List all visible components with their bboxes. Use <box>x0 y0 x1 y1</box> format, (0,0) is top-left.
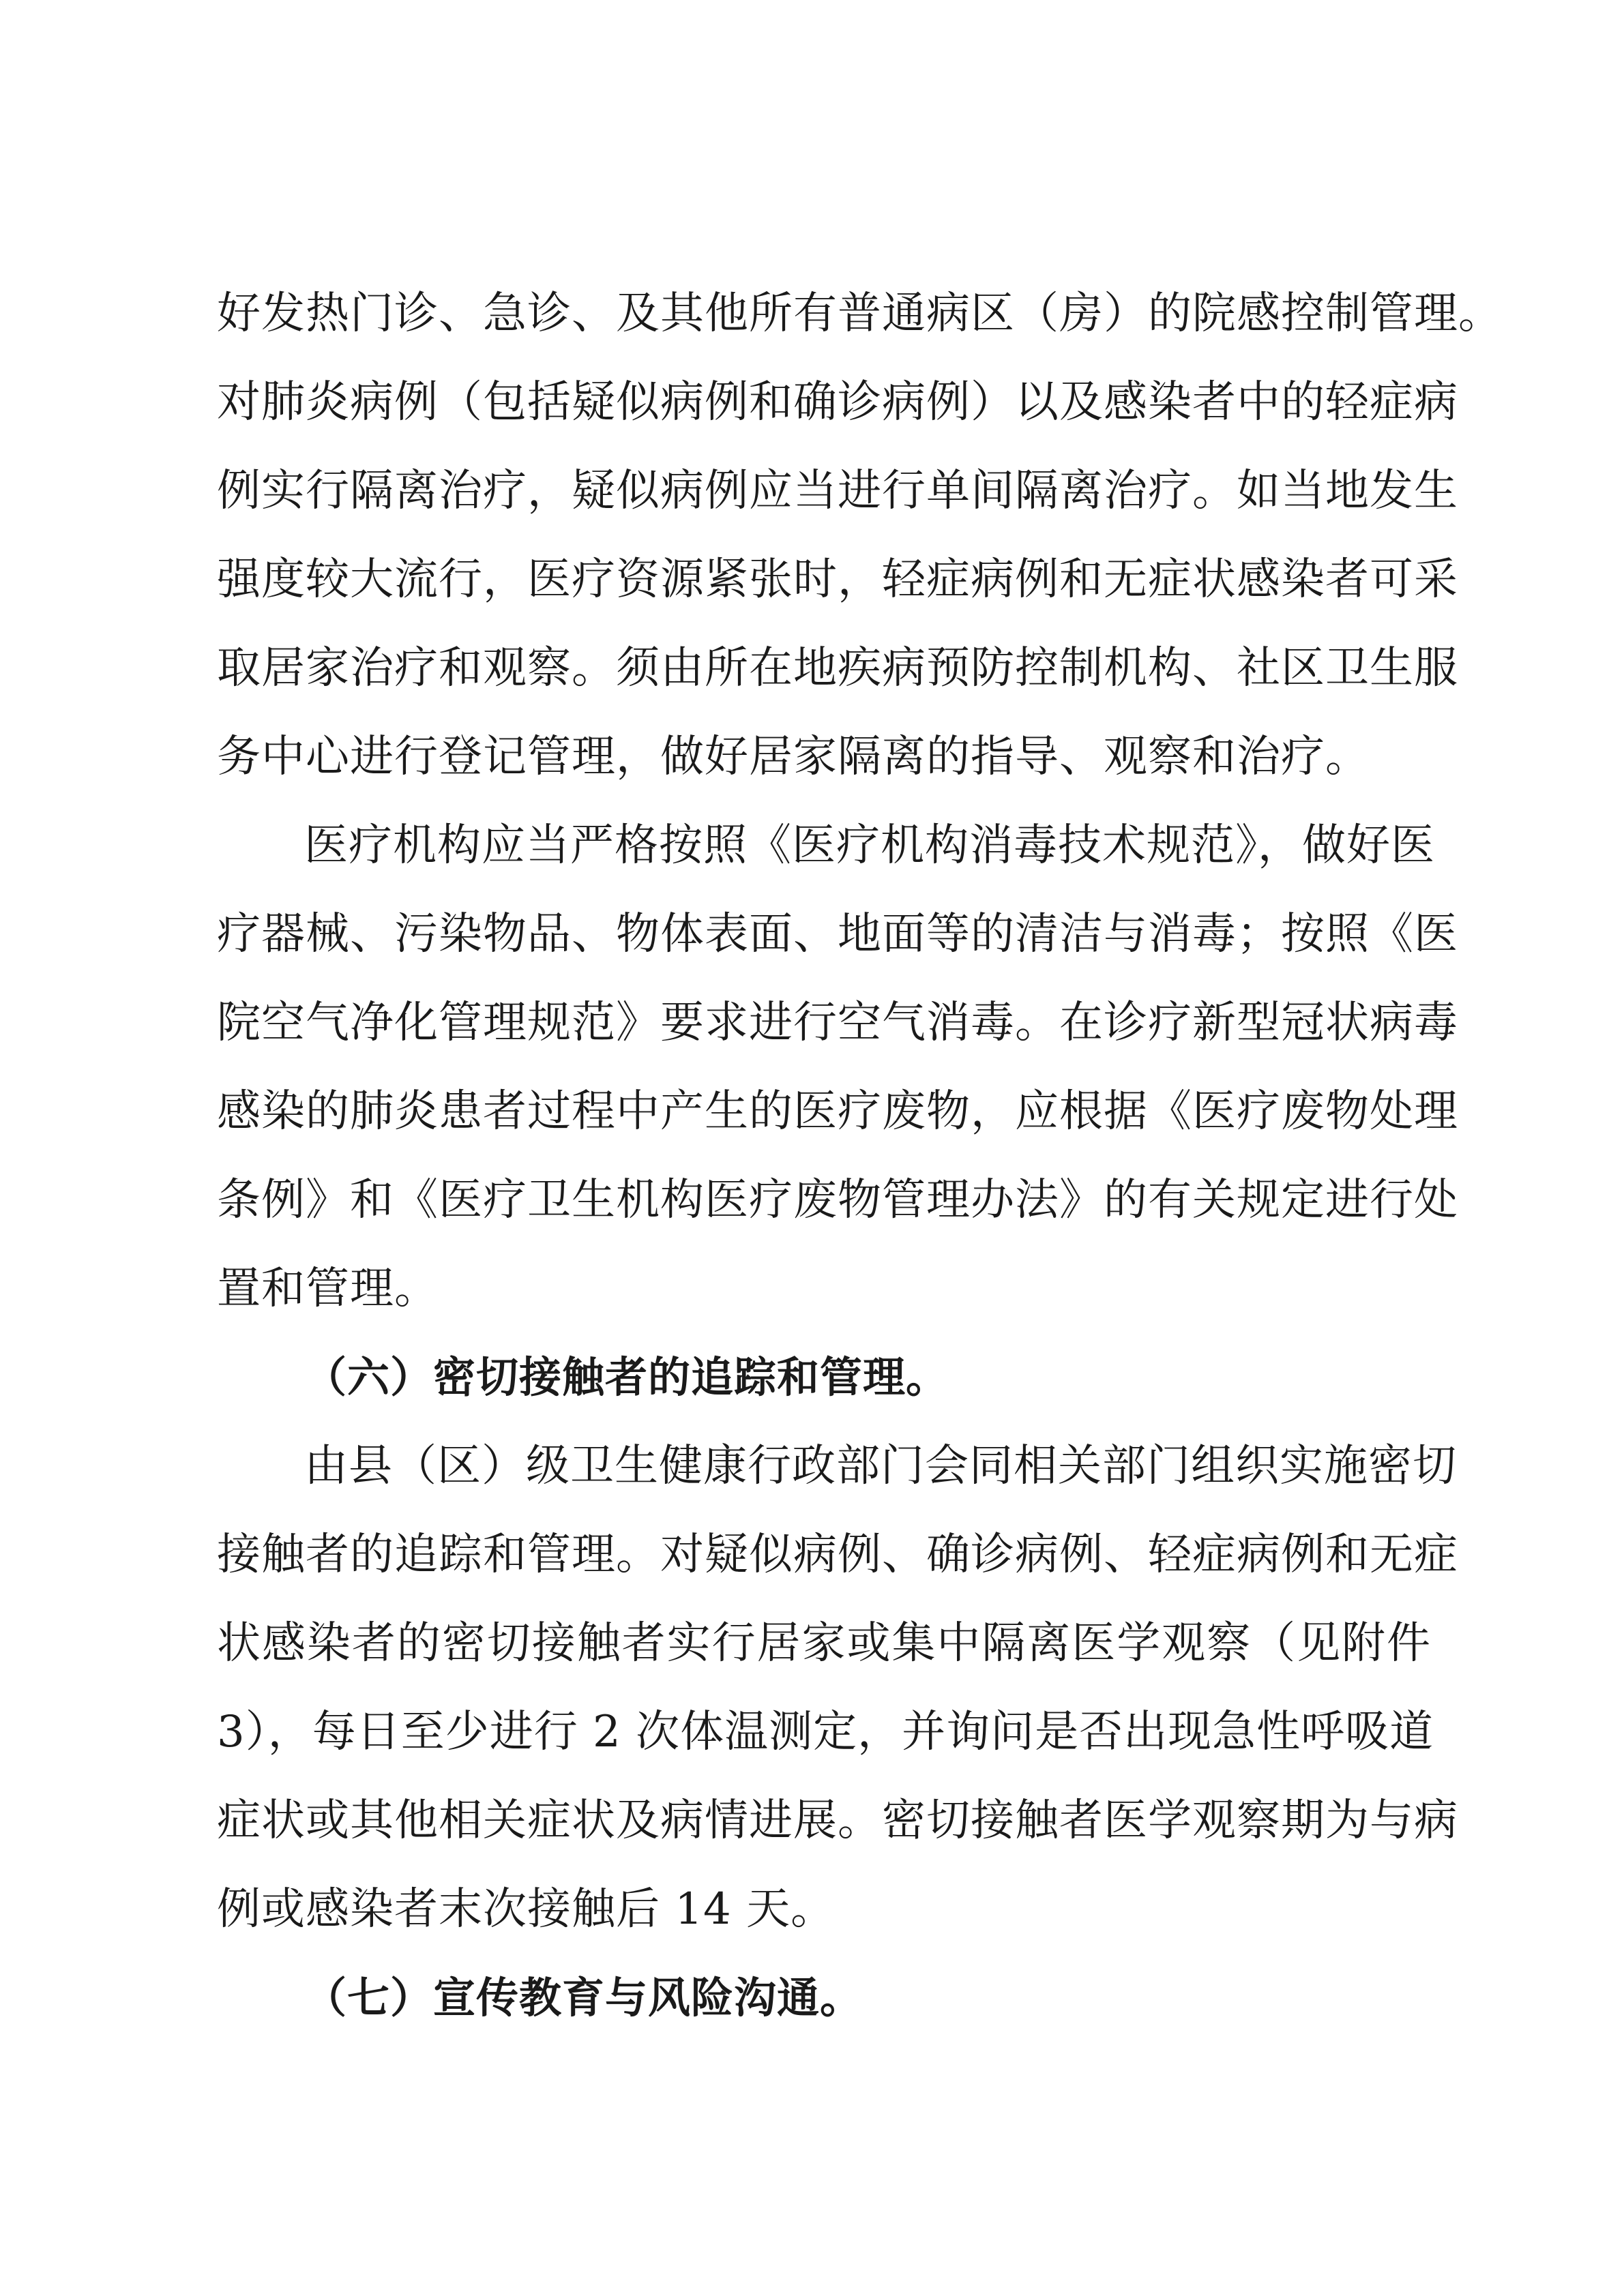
paragraph-1-line-4: 强度较大流行，医疗资源紧张时，轻症病例和无症状感染者可采 <box>217 554 1458 605</box>
paragraph-2-line-1: 医疗机构应当严格按照《医疗机构消毒技术规范》，做好医 <box>304 820 1435 871</box>
paragraph-3-line-3: 状感染者的密切接触者实行居家或集中隔离医学观察（见附件 <box>217 1618 1431 1669</box>
paragraph-3-line-1: 由县（区）级卫生健康行政部门会同相关部门组织实施密切 <box>304 1441 1457 1491</box>
section-heading-7: （七）宣传教育与风险沟通。 <box>304 1973 863 2023</box>
section-heading-6: （六）密切接触者的追踪和管理。 <box>304 1352 949 1402</box>
paragraph-3-line-2: 接触者的追踪和管理。对疑似病例、确诊病例、轻症病例和无症 <box>217 1530 1458 1580</box>
paragraph-2-line-6: 置和管理。 <box>217 1264 439 1314</box>
paragraph-1-line-6: 务中心进行登记管理，做好居家隔离的指导、观察和治疗。 <box>217 732 1370 782</box>
paragraph-1-line-2: 对肺炎病例（包括疑似病例和确诊病例）以及感染者中的轻症病 <box>217 377 1458 428</box>
paragraph-3-line-5: 症状或其他相关症状及病情进展。密切接触者医学观察期为与病 <box>217 1795 1458 1846</box>
paragraph-2-line-5: 条例》和《医疗卫生机构医疗废物管理办法》的有关规定进行处 <box>217 1175 1458 1225</box>
paragraph-1-line-5: 取居家治疗和观察。须由所在地疾病预防控制机构、社区卫生服 <box>217 643 1458 694</box>
paragraph-3-line-4: 3），每日至少进行 2 次体温测定，并询问是否出现急性呼吸道 <box>217 1707 1434 1757</box>
paragraph-2-line-3: 院空气净化管理规范》要求进行空气消毒。在诊疗新型冠状病毒 <box>217 998 1458 1048</box>
paragraph-3-line-6: 例或感染者末次接触后 14 天。 <box>217 1884 836 1935</box>
paragraph-1-line-1: 好发热门诊、急诊、及其他所有普通病区（房）的院感控制管理。 <box>217 288 1503 339</box>
paragraph-1-line-3: 例实行隔离治疗，疑似病例应当进行单间隔离治疗。如当地发生 <box>217 466 1458 516</box>
paragraph-2-line-4: 感染的肺炎患者过程中产生的医疗废物，应根据《医疗废物处理 <box>217 1086 1458 1137</box>
paragraph-2-line-2: 疗器械、污染物品、物体表面、地面等的清洁与消毒；按照《医 <box>217 909 1458 959</box>
